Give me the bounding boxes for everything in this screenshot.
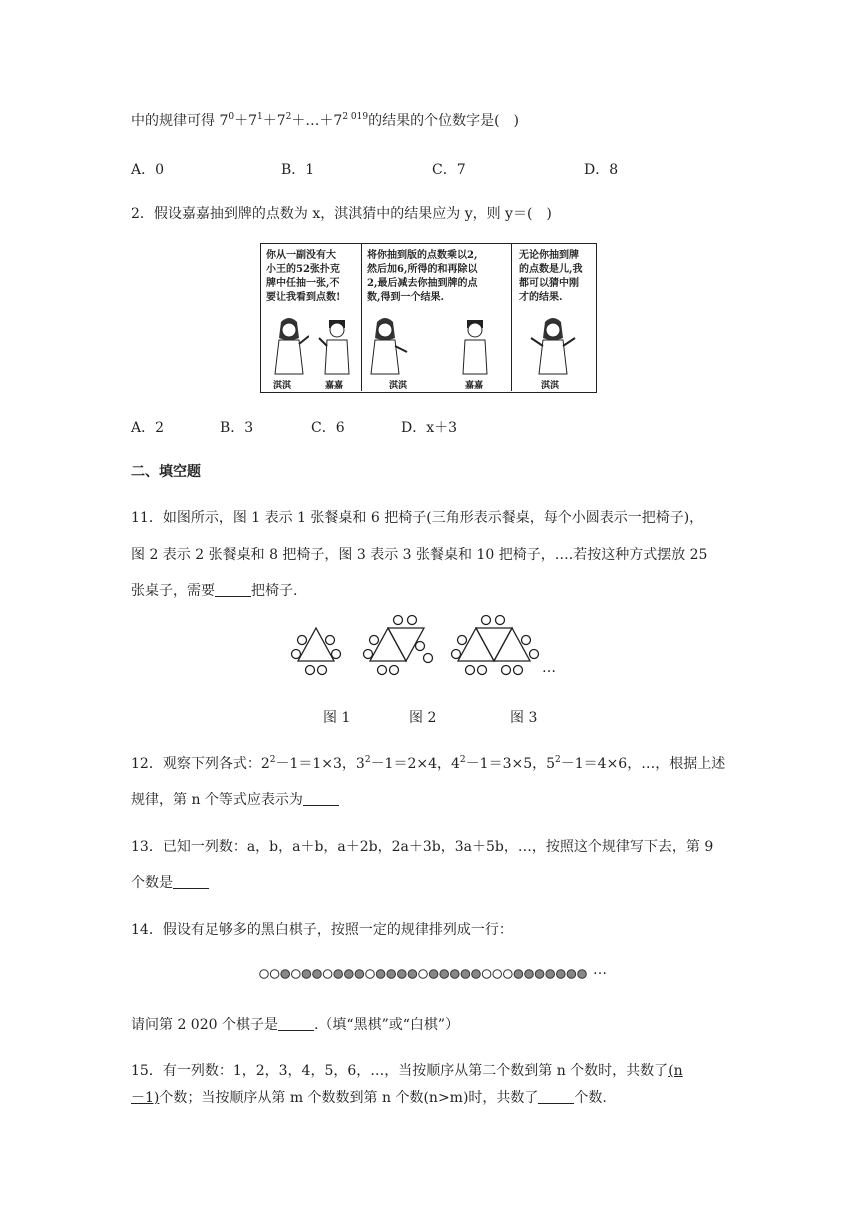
caption-fig-3: 图 3: [510, 710, 538, 726]
black-piece: [281, 970, 290, 979]
q12-line-1: 12．观察下列各式：$2^2-1=1\times 3$，$3^2-1=2\times 4$，$4^2-1=3\times 5$，$5^2-1=4\times 6$，…，根据上述: [131, 755, 726, 772]
name-qiqi-2: 淇淇: [389, 381, 408, 391]
girl-figure-2: [365, 316, 409, 376]
q14-line-2: 请问第 2 020 个棋子是 .（填“黑棋”或“白棋”）: [131, 1017, 460, 1033]
cartoon-panel-1: [261, 244, 362, 391]
name-jiajia-1: 嘉嘉: [325, 381, 344, 391]
q12-answer-blank[interactable]: [303, 791, 339, 806]
white-piece: [270, 970, 279, 979]
caption-fig-1: 图 1: [323, 710, 351, 726]
name-qiqi-1: 淇淇: [273, 381, 292, 391]
black-piece: [376, 970, 385, 979]
black-piece: [398, 970, 407, 979]
q14-line-1: 14．假设有足够多的黑白棋子，按照一定的规律排列成一行：: [131, 922, 513, 938]
q14-answer-blank[interactable]: [278, 1016, 314, 1031]
white-piece: [504, 970, 513, 979]
name-jiajia-2: 嘉嘉: [465, 381, 484, 391]
cartoon-panel-3: [511, 244, 595, 391]
black-piece: [514, 970, 523, 979]
q15-line-1: 15．有一列数：1，2，3，4，5，6，…，当按顺序从第二个数到第 n 个数时，共数了(n: [131, 1063, 683, 1079]
section-title: 二、填空题: [131, 464, 201, 480]
table-chair-figure: [290, 614, 630, 684]
panel-2-text: 将你抽到版的点数乘以2, 然后加6,所得的和再除以 2,最后减去你抽到牌的点 数,得到一个结果.: [367, 250, 478, 303]
q15-answer-blank[interactable]: [538, 1089, 574, 1104]
white-piece: [419, 970, 428, 979]
black-piece: [525, 970, 534, 979]
black-piece: [461, 970, 470, 979]
panel-1-text: 你从一副没有大 小王的52张扑克 牌中任抽一张,不 要让我看到点数!: [266, 250, 341, 303]
q11-line-3: 张桌子，需要 把椅子.: [131, 583, 298, 599]
black-piece: [546, 970, 555, 979]
pieces-ellipsis: …: [593, 962, 607, 978]
black-piece: [387, 970, 396, 979]
black-piece: [472, 970, 481, 979]
q10-stem: 中的规律可得 $7^0+7^1+7^2+\dots+7^{2 019}$的结果的个位数字是( ): [131, 112, 520, 129]
boy-figure-1: [317, 316, 357, 376]
white-piece: [260, 970, 269, 979]
q2-option-b: B．3: [220, 420, 254, 436]
black-piece: [334, 970, 343, 979]
white-piece: [493, 970, 502, 979]
black-piece: [355, 970, 364, 979]
black-piece: [313, 970, 322, 979]
q12-line-2: 规律，第 n 个等式应表示为: [131, 790, 339, 810]
q13-line-1: 13．已知一列数：a，b，a＋b，a＋2b，2a＋3b，3a＋5b，…，按照这个规律写下去，第 9: [131, 839, 714, 855]
caption-fig-2: 图 2: [409, 710, 437, 726]
q10-option-a: A．0: [131, 162, 165, 178]
white-piece: [323, 970, 332, 979]
q13-line-2: 个数是: [131, 873, 209, 893]
black-piece: [557, 970, 566, 979]
figure-ellipsis: …: [542, 660, 556, 676]
q13-answer-blank[interactable]: [173, 874, 209, 889]
white-piece: [482, 970, 491, 979]
white-piece: [292, 970, 301, 979]
black-piece: [440, 970, 449, 979]
q10-option-b: B．1: [281, 162, 315, 178]
boy-figure-2: [455, 316, 495, 376]
q10-option-d: D．8: [584, 162, 619, 178]
black-piece: [451, 970, 460, 979]
black-piece: [535, 970, 544, 979]
q2-option-a: A．2: [131, 420, 165, 436]
black-piece: [345, 970, 354, 979]
q2-option-d: D．x＋3: [401, 420, 458, 436]
q2-option-c: C．6: [311, 420, 345, 436]
white-piece: [366, 970, 375, 979]
black-piece: [408, 970, 417, 979]
black-piece: [302, 970, 311, 979]
black-piece: [429, 970, 438, 979]
chess-piece-row: [258, 967, 588, 981]
q10-option-c: C．7: [432, 162, 466, 178]
name-qiqi-3: 淇淇: [541, 381, 560, 391]
q2-stem: 2．假设嘉嘉抽到牌的点数为 x，淇淇猜中的结果应为 y，则 y＝( ): [131, 206, 552, 222]
cartoon-panel-2: [361, 244, 512, 391]
black-piece: [578, 970, 587, 979]
q11-line-1: 11．如图所示，图 1 表示 1 张餐桌和 6 把椅子(三角形表示餐桌，每个小圆表示一把椅子)，: [131, 510, 704, 526]
q11-line-2: 图 2 表示 2 张餐桌和 8 把椅子，图 3 表示 3 张餐桌和 10 把椅子，….若按这种方式摆放 25: [131, 547, 708, 563]
q11-answer-blank[interactable]: [215, 582, 251, 597]
q15-line-2: －1)个数；当按顺序从第 m 个数数到第 n 个数(n>m)时，共数了 个数.: [131, 1090, 607, 1106]
panel-3-text: 无论你抽到牌 的点数是儿,我 都可以猜中刚 才的结果.: [519, 250, 583, 303]
black-piece: [567, 970, 576, 979]
girl-figure-1: [269, 316, 309, 376]
cartoon-figure: [260, 243, 597, 393]
girl-figure-3: [529, 316, 579, 376]
